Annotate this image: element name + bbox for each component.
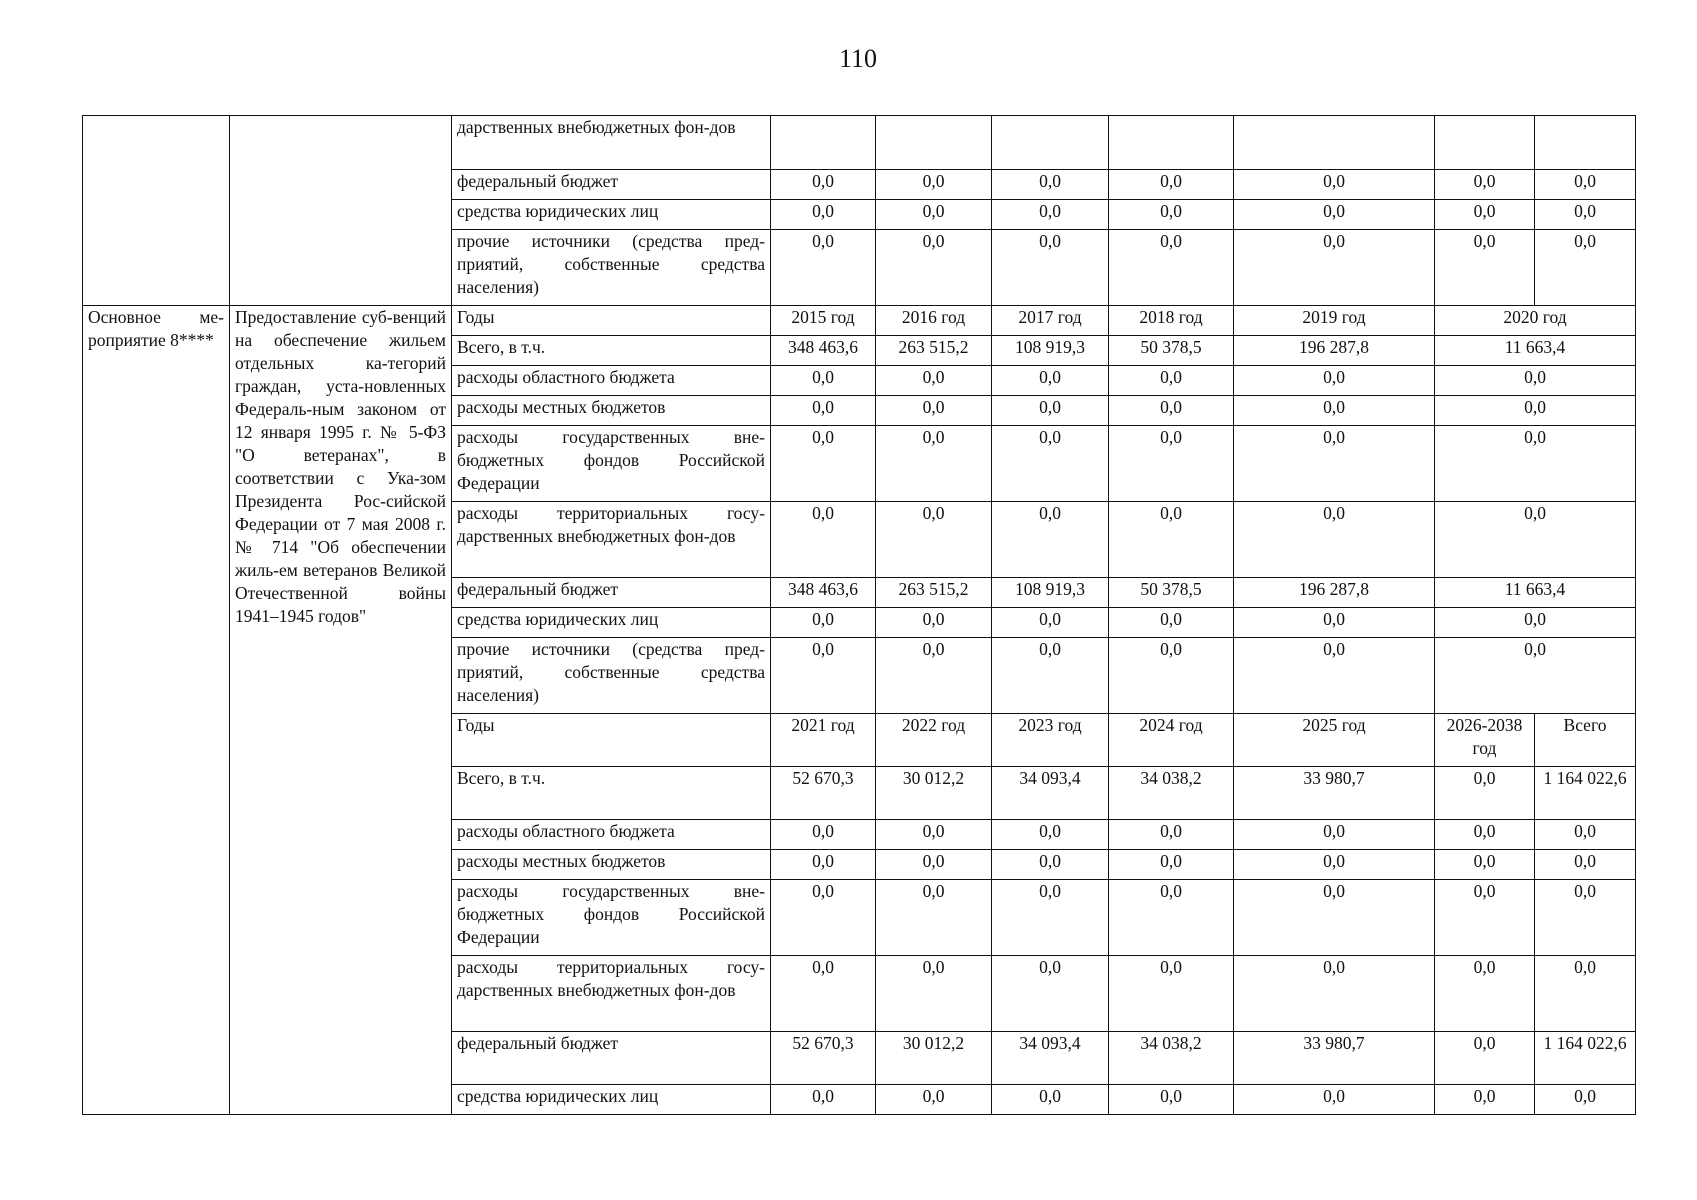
value-cell: 34 093,4 <box>992 1032 1109 1085</box>
value-cell: 0,0 <box>1535 850 1636 880</box>
year-header: 2025 год <box>1234 714 1435 767</box>
value-cell: 0,0 <box>1109 1085 1234 1115</box>
value-cell: 0,0 <box>992 170 1109 200</box>
value-cell: 0,0 <box>1435 396 1636 426</box>
value-cell: 0,0 <box>771 820 876 850</box>
value-cell: 0,0 <box>876 396 992 426</box>
source-label: федеральный бюджет <box>452 578 771 608</box>
value-cell: 0,0 <box>771 880 876 956</box>
source-label: Всего, в т.ч. <box>452 767 771 820</box>
year-header: 2017 год <box>992 306 1109 336</box>
table-row <box>83 116 1636 170</box>
budget-table <box>82 115 1636 1115</box>
year-header: Всего <box>1535 714 1636 767</box>
value-cell: 34 038,2 <box>1109 1032 1234 1085</box>
value-cell: 0,0 <box>1535 230 1636 306</box>
value-cell: 0,0 <box>1234 638 1435 714</box>
value-cell: 0,0 <box>771 608 876 638</box>
year-header: 2016 год <box>876 306 992 336</box>
source-label: прочие источники (средства пред-приятий, собственные средства населения) <box>452 638 771 714</box>
value-cell: 34 093,4 <box>992 767 1109 820</box>
source-label: расходы областного бюджета <box>452 820 771 850</box>
value-cell: 0,0 <box>1234 170 1435 200</box>
source-label: федеральный бюджет <box>452 170 771 200</box>
source-label: Всего, в т.ч. <box>452 336 771 366</box>
year-header: 2020 год <box>1435 306 1636 336</box>
value-cell: 0,0 <box>876 366 992 396</box>
value-cell: 0,0 <box>1234 850 1435 880</box>
value-cell: 0,0 <box>771 1085 876 1115</box>
value-cell: 33 980,7 <box>1234 1032 1435 1085</box>
value-cell: 34 038,2 <box>1109 767 1234 820</box>
value-cell <box>1435 116 1535 170</box>
value-cell: 0,0 <box>1109 366 1234 396</box>
value-cell: 0,0 <box>1435 956 1535 1032</box>
value-cell <box>1535 116 1636 170</box>
value-cell: 0,0 <box>771 426 876 502</box>
value-cell: 0,0 <box>771 638 876 714</box>
value-cell: 0,0 <box>992 956 1109 1032</box>
value-cell: 0,0 <box>1234 396 1435 426</box>
years-header-row <box>83 306 1636 336</box>
value-cell: 30 012,2 <box>876 1032 992 1085</box>
year-header: 2022 год <box>876 714 992 767</box>
value-cell: 196 287,8 <box>1234 336 1435 366</box>
value-cell: 0,0 <box>1435 638 1636 714</box>
value-cell: 0,0 <box>1435 608 1636 638</box>
value-cell: 0,0 <box>992 230 1109 306</box>
value-cell: 50 378,5 <box>1109 578 1234 608</box>
year-header: 2026-2038 год <box>1435 714 1535 767</box>
year-header: 2021 год <box>771 714 876 767</box>
value-cell <box>876 116 992 170</box>
value-cell <box>992 116 1109 170</box>
value-cell: 0,0 <box>992 820 1109 850</box>
value-cell: 0,0 <box>1535 956 1636 1032</box>
value-cell: 0,0 <box>1535 170 1636 200</box>
year-header: 2019 год <box>1234 306 1435 336</box>
value-cell: 0,0 <box>1435 880 1535 956</box>
value-cell: 0,0 <box>992 638 1109 714</box>
source-label: средства юридических лиц <box>452 1085 771 1115</box>
year-header: 2023 год <box>992 714 1109 767</box>
value-cell: 0,0 <box>1109 880 1234 956</box>
value-cell: 263 515,2 <box>876 578 992 608</box>
value-cell: 0,0 <box>1109 426 1234 502</box>
value-cell: 0,0 <box>1234 820 1435 850</box>
source-label: расходы местных бюджетов <box>452 396 771 426</box>
source-label: дарственных внебюджетных фон-дов <box>452 116 771 170</box>
value-cell: 0,0 <box>1234 880 1435 956</box>
value-cell: 0,0 <box>771 200 876 230</box>
value-cell: 0,0 <box>1109 200 1234 230</box>
value-cell: 11 663,4 <box>1435 336 1636 366</box>
value-cell: 108 919,3 <box>992 578 1109 608</box>
value-cell: 0,0 <box>1234 1085 1435 1115</box>
value-cell: 0,0 <box>1535 1085 1636 1115</box>
value-cell: 0,0 <box>992 880 1109 956</box>
source-label: расходы территориальных госу-дарственных внебюджетных фон-дов <box>452 956 771 1032</box>
value-cell: 0,0 <box>1109 850 1234 880</box>
value-cell: 0,0 <box>1435 230 1535 306</box>
value-cell: 0,0 <box>1435 1032 1535 1085</box>
value-cell: 0,0 <box>876 502 992 578</box>
value-cell: 0,0 <box>876 200 992 230</box>
value-cell: 0,0 <box>1234 502 1435 578</box>
value-cell: 0,0 <box>992 850 1109 880</box>
value-cell: 0,0 <box>1535 820 1636 850</box>
value-cell <box>771 116 876 170</box>
value-cell: 0,0 <box>876 170 992 200</box>
value-cell: 108 919,3 <box>992 336 1109 366</box>
value-cell: 0,0 <box>1435 366 1636 396</box>
value-cell: 0,0 <box>1234 608 1435 638</box>
value-cell: 0,0 <box>876 956 992 1032</box>
value-cell: 0,0 <box>992 502 1109 578</box>
value-cell: 0,0 <box>771 230 876 306</box>
value-cell: 0,0 <box>876 638 992 714</box>
value-cell: 0,0 <box>771 956 876 1032</box>
year-header: 2018 год <box>1109 306 1234 336</box>
page-number: 110 <box>838 44 878 73</box>
value-cell: 50 378,5 <box>1109 336 1234 366</box>
measure-description: Предоставление суб-венций на обеспечение жильем отдельных ка-тегорий граждан, уста-новленных Федераль-ным законом от 12 января 1995 г. № 5-ФЗ "О ветеранах", в соответствии с Ука-зом Президента Рос-сийской Федерации от 7 мая 2008 г. № 714 "Об обеспечении жиль-ем ветеранов Великой Отечественной войны 1941–1945 годов" <box>230 306 452 1115</box>
value-cell: 0,0 <box>1109 638 1234 714</box>
value-cell: 0,0 <box>992 366 1109 396</box>
value-cell: 0,0 <box>876 850 992 880</box>
value-cell: 0,0 <box>1535 880 1636 956</box>
value-cell: 0,0 <box>1435 170 1535 200</box>
value-cell: 0,0 <box>1109 502 1234 578</box>
value-cell: 0,0 <box>1435 502 1636 578</box>
value-cell: 0,0 <box>1435 200 1535 230</box>
value-cell: 0,0 <box>876 426 992 502</box>
value-cell: 0,0 <box>1234 200 1435 230</box>
value-cell: 0,0 <box>1435 1085 1535 1115</box>
value-cell: 0,0 <box>992 396 1109 426</box>
value-cell: 0,0 <box>1435 850 1535 880</box>
value-cell: 0,0 <box>992 426 1109 502</box>
value-cell: 0,0 <box>771 850 876 880</box>
source-label: расходы областного бюджета <box>452 366 771 396</box>
value-cell: 0,0 <box>1234 366 1435 396</box>
value-cell: 0,0 <box>1109 170 1234 200</box>
source-label: средства юридических лиц <box>452 608 771 638</box>
value-cell: 196 287,8 <box>1234 578 1435 608</box>
source-label: расходы территориальных госу-дарственных внебюджетных фон-дов <box>452 502 771 578</box>
source-label: прочие источники (средства пред-приятий, собственные средства населения) <box>452 230 771 306</box>
value-cell: 0,0 <box>771 170 876 200</box>
value-cell: 0,0 <box>992 608 1109 638</box>
value-cell: 0,0 <box>876 880 992 956</box>
value-cell: 0,0 <box>1109 230 1234 306</box>
value-cell: 0,0 <box>992 1085 1109 1115</box>
value-cell: 0,0 <box>771 502 876 578</box>
source-label: расходы государственных вне-бюджетных фондов Российской Федерации <box>452 426 771 502</box>
year-header: 2015 год <box>771 306 876 336</box>
year-header: 2024 год <box>1109 714 1234 767</box>
value-cell: 11 663,4 <box>1435 578 1636 608</box>
value-cell: 0,0 <box>1234 230 1435 306</box>
years-header-label: Годы <box>452 306 771 336</box>
value-cell: 263 515,2 <box>876 336 992 366</box>
source-label: средства юридических лиц <box>452 200 771 230</box>
value-cell: 0,0 <box>1109 608 1234 638</box>
value-cell: 0,0 <box>1109 820 1234 850</box>
value-cell: 0,0 <box>876 230 992 306</box>
value-cell: 348 463,6 <box>771 336 876 366</box>
source-label: федеральный бюджет <box>452 1032 771 1085</box>
value-cell: 30 012,2 <box>876 767 992 820</box>
value-cell: 0,0 <box>771 396 876 426</box>
value-cell: 0,0 <box>1234 426 1435 502</box>
years-header-label: Годы <box>452 714 771 767</box>
value-cell: 0,0 <box>1435 767 1535 820</box>
measure-title: Основное ме-роприятие 8**** <box>83 306 230 1115</box>
source-label: расходы местных бюджетов <box>452 850 771 880</box>
value-cell: 0,0 <box>992 200 1109 230</box>
value-cell <box>1234 116 1435 170</box>
value-cell: 0,0 <box>1435 426 1636 502</box>
value-cell: 0,0 <box>1109 396 1234 426</box>
value-cell: 0,0 <box>1109 956 1234 1032</box>
value-cell: 0,0 <box>876 1085 992 1115</box>
value-cell: 52 670,3 <box>771 1032 876 1085</box>
value-cell: 1 164 022,6 <box>1535 1032 1636 1085</box>
source-label: расходы государственных вне-бюджетных фондов Российской Федерации <box>452 880 771 956</box>
measure-description-cell-continued <box>230 116 452 306</box>
value-cell: 33 980,7 <box>1234 767 1435 820</box>
value-cell <box>1109 116 1234 170</box>
value-cell: 0,0 <box>1234 956 1435 1032</box>
value-cell: 0,0 <box>876 608 992 638</box>
value-cell: 348 463,6 <box>771 578 876 608</box>
measure-title-cell-continued <box>83 116 230 306</box>
value-cell: 52 670,3 <box>771 767 876 820</box>
value-cell: 1 164 022,6 <box>1535 767 1636 820</box>
value-cell: 0,0 <box>876 820 992 850</box>
value-cell: 0,0 <box>1435 820 1535 850</box>
value-cell: 0,0 <box>771 366 876 396</box>
value-cell: 0,0 <box>1535 200 1636 230</box>
